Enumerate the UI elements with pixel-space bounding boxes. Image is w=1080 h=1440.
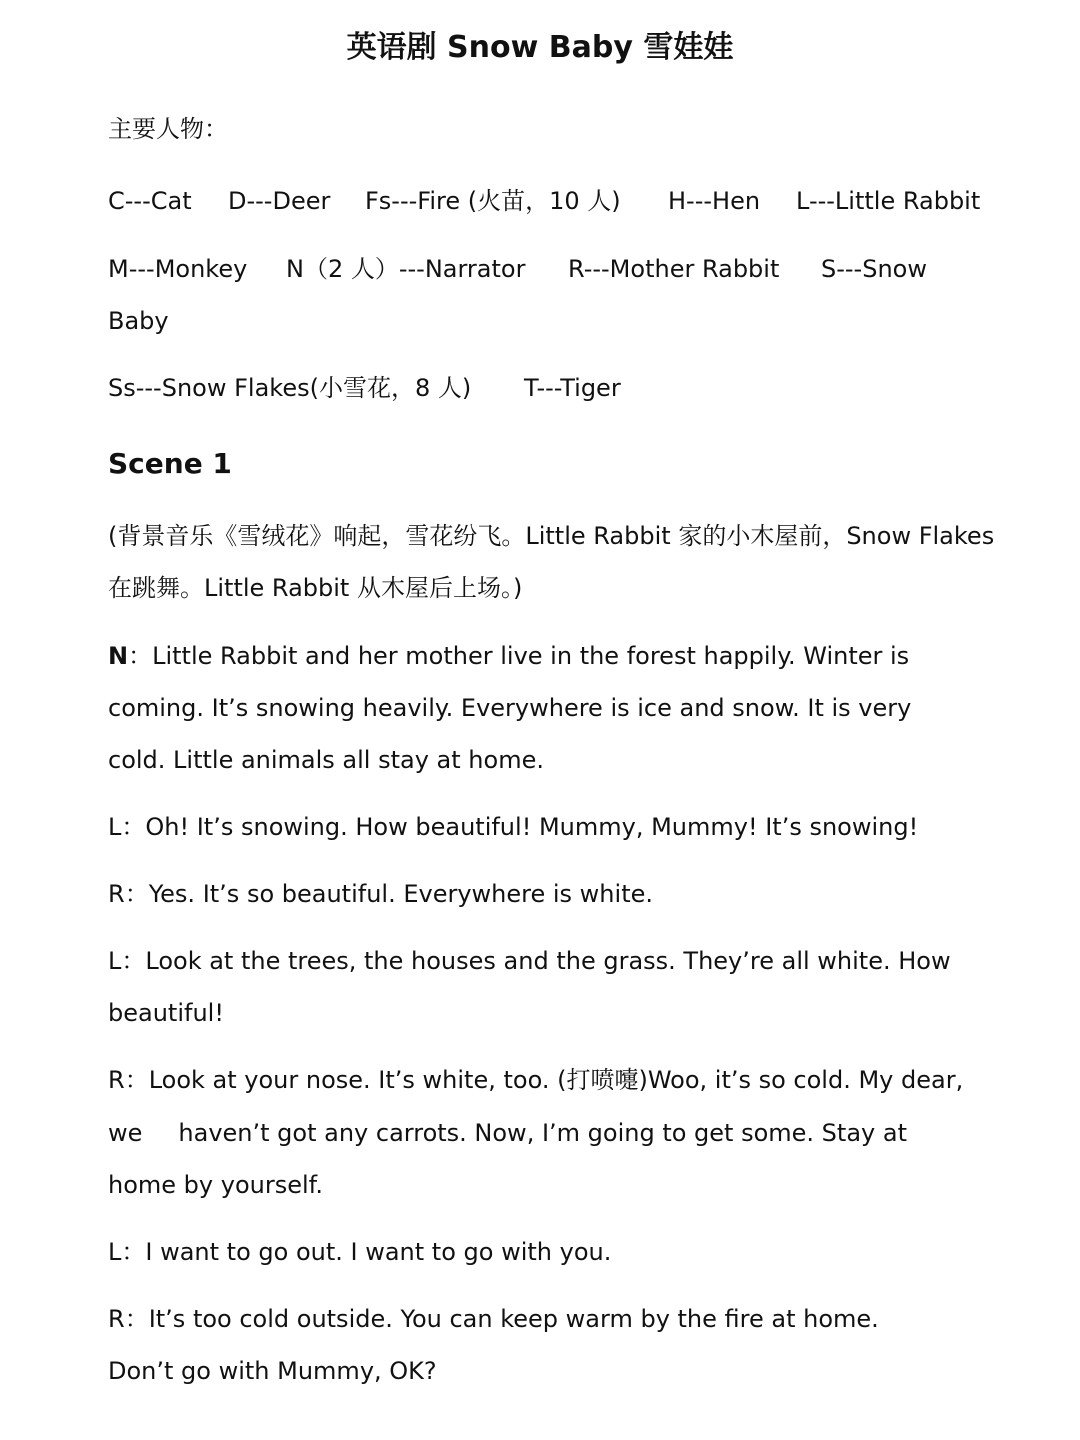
speaker-label: R: [108, 880, 125, 908]
speaker-separator: ：: [124, 1305, 149, 1333]
speaker-label: L: [108, 813, 122, 841]
speaker-label: L: [108, 1238, 122, 1266]
dialogue-line: [108, 1235, 611, 1269]
dialogue-line: [108, 944, 951, 978]
stage-direction-line: (背景音乐《雪绒花》响起，雪花纷飞。Little Rabbit 家的小木屋前，Snow Flakes: [108, 522, 995, 550]
dialogue-line: [108, 877, 653, 911]
dialogue-text: Look at your nose. It’s white, too. (打喷嚏)Woo, it’s so cold. My dear,: [148, 1066, 964, 1094]
speaker-label: N: [108, 642, 129, 670]
dialogue-text: haven’t got any carrots. Now, I’m going to get some. Stay at: [178, 1119, 907, 1147]
cast-item: M---Monkey: [108, 255, 248, 283]
dialogue-line: [108, 810, 918, 844]
dialogue-text: we: [108, 1119, 143, 1147]
dialogue-line: Don’t go with Mummy, OK?: [108, 1357, 437, 1385]
cast-item: R---Mother Rabbit: [568, 255, 780, 283]
cast-item: D---Deer: [228, 187, 331, 215]
speaker-separator: ：: [121, 813, 146, 841]
speaker-separator: ：: [124, 880, 149, 908]
dialogue-line: [108, 1063, 963, 1097]
speaker-separator: ：: [128, 642, 153, 670]
dialogue-text: Oh! It’s snowing. How beautiful! Mummy, Mummy! It’s snowing!: [145, 813, 919, 841]
dialogue-text: It’s too cold outside. You can keep warm by the fire at home.: [148, 1305, 879, 1333]
cast-item: Baby: [108, 307, 169, 335]
dialogue-line: home by yourself.: [108, 1171, 323, 1199]
dialogue-text: Little Rabbit and her mother live in the forest happily. Winter is: [152, 642, 910, 670]
dialogue-text: Yes. It’s so beautiful. Everywhere is white.: [148, 880, 653, 908]
speaker-label: R: [108, 1066, 125, 1094]
dialogue-line: beautiful!: [108, 999, 224, 1027]
dialogue-line: [108, 1302, 879, 1336]
cast-item: H---Hen: [668, 187, 761, 215]
speaker-separator: ：: [121, 947, 146, 975]
cast-item: S---Snow: [821, 255, 927, 283]
speaker-separator: ：: [124, 1066, 149, 1094]
cast-item: Fs---Fire (火苗，10 人): [365, 187, 621, 215]
characters-heading: 主要人物：: [108, 115, 228, 143]
cast-item: Ss---Snow Flakes(小雪花，8 人): [108, 374, 472, 402]
speaker-label: R: [108, 1305, 125, 1333]
cast-item: T---Tiger: [524, 374, 621, 402]
dialogue-line: [108, 639, 909, 673]
document-title: 英语剧 Snow Baby 雪娃娃: [346, 30, 734, 65]
dialogue-line: cold. Little animals all stay at home.: [108, 746, 544, 774]
dialogue-line: coming. It’s snowing heavily. Everywhere is ice and snow. It is very: [108, 694, 912, 722]
speaker-separator: ：: [121, 1238, 146, 1266]
dialogue-text: I want to go out. I want to go with you.: [145, 1238, 612, 1266]
speaker-label: L: [108, 947, 122, 975]
cast-item: L---Little Rabbit: [796, 187, 981, 215]
dialogue-line: [108, 1116, 907, 1150]
dialogue-text: Look at the trees, the houses and the grass. They’re all white. How: [145, 947, 951, 975]
stage-direction-line: 在跳舞。Little Rabbit 从木屋后上场。): [108, 574, 523, 602]
cast-item: C---Cat: [108, 187, 192, 215]
scene-heading: Scene 1: [108, 447, 232, 480]
cast-item: N（2 人）---Narrator: [286, 255, 526, 283]
